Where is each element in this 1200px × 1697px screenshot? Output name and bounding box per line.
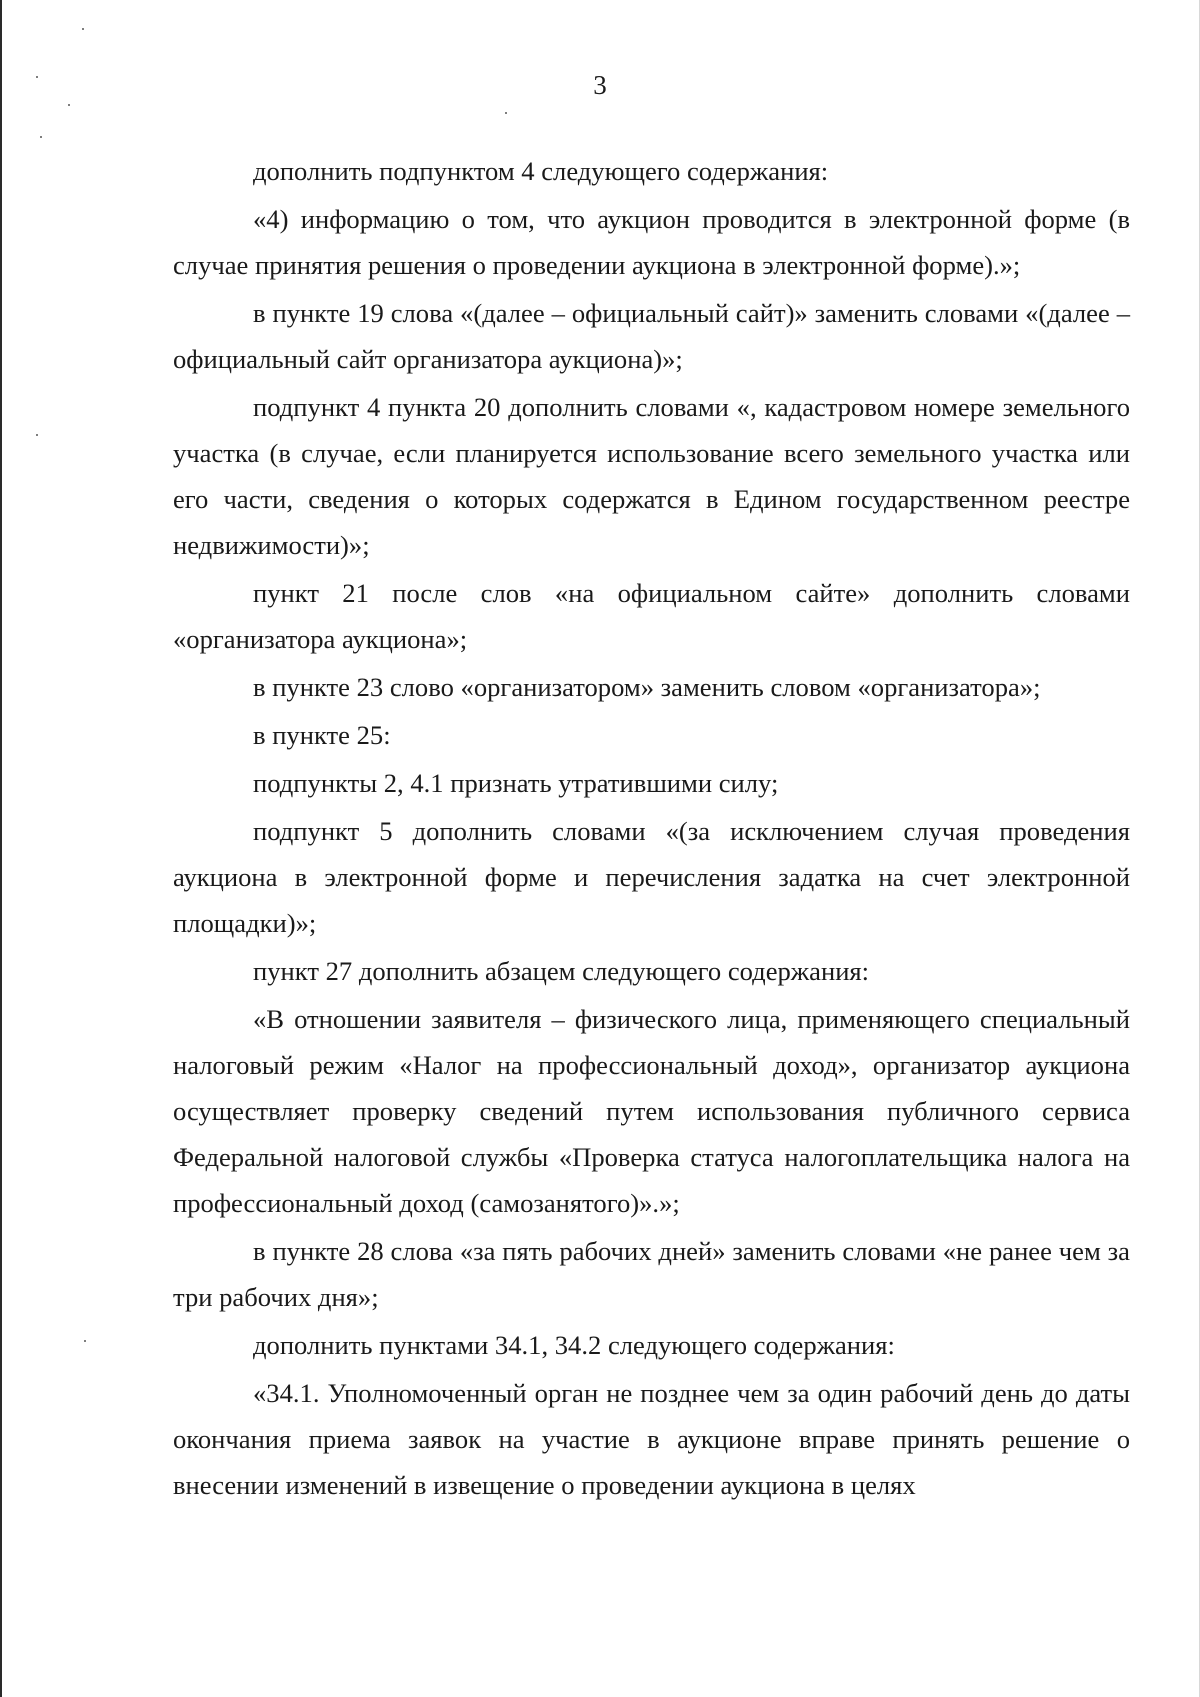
paragraph: в пункте 23 слово «организатором» заменить словом «организатора»; xyxy=(253,672,1041,702)
paragraph: в пункте 25: xyxy=(253,720,391,750)
document-body xyxy=(173,148,1130,1508)
scan-speck xyxy=(40,136,42,138)
page-number: 3 xyxy=(593,70,607,100)
paragraph: подпункт 5 дополнить словами «(за исключением случая проведения аукциона в электронной форме и перечисления задатка на счет электронной площадки)»; xyxy=(173,816,1130,938)
scan-speck xyxy=(68,104,70,106)
paragraph: в пункте 19 слова «(далее – официальный сайт)» заменить словами «(далее – официальный сайт организатора аукциона)»; xyxy=(173,298,1130,374)
scan-speck xyxy=(505,112,507,114)
paragraph: «В отношении заявителя – физического лица, применяющего специальный налоговый режим «Налог на профессиональный доход», организатор аукциона осуществляет проверку сведений путем использования публичного сервиса Федеральной налоговой службы «Проверка статуса налогоплательщика налога на профессиональный доход (самозанятого)».»; xyxy=(173,1004,1130,1218)
scan-speck xyxy=(82,28,84,30)
paragraph: пункт 21 после слов «на официальном сайте» дополнить словами «организатора аукциона»; xyxy=(173,578,1130,654)
page-left-edge xyxy=(0,0,2,1697)
paragraph: подпункты 2, 4.1 признать утратившими силу; xyxy=(253,768,779,798)
paragraph: «4) информацию о том, что аукцион проводится в электронной форме (в случае принятия решения о проведении аукциона в электронной форме).»; xyxy=(173,204,1130,280)
paragraph: дополнить подпунктом 4 следующего содержания: xyxy=(253,156,829,186)
scan-speck xyxy=(36,434,38,436)
paragraph: «34.1. Уполномоченный орган не позднее чем за один рабочий день до даты окончания приема заявок на участие в аукционе вправе принять решение о внесении изменений в извещение о проведении аукциона в целях xyxy=(173,1378,1130,1500)
scan-speck xyxy=(84,1340,86,1342)
paragraph: подпункт 4 пункта 20 дополнить словами «, кадастровом номере земельного участка (в случае, если планируется использование всего земельного участка или его части, сведения о которых содержатся в Едином государственном реестре недвижимости)»; xyxy=(173,392,1130,560)
paragraph: пункт 27 дополнить абзацем следующего содержания: xyxy=(253,956,870,986)
paragraph: дополнить пунктами 34.1, 34.2 следующего содержания: xyxy=(253,1330,895,1360)
paragraph: в пункте 28 слова «за пять рабочих дней» заменить словами «не ранее чем за три рабочих дня»; xyxy=(173,1236,1130,1312)
